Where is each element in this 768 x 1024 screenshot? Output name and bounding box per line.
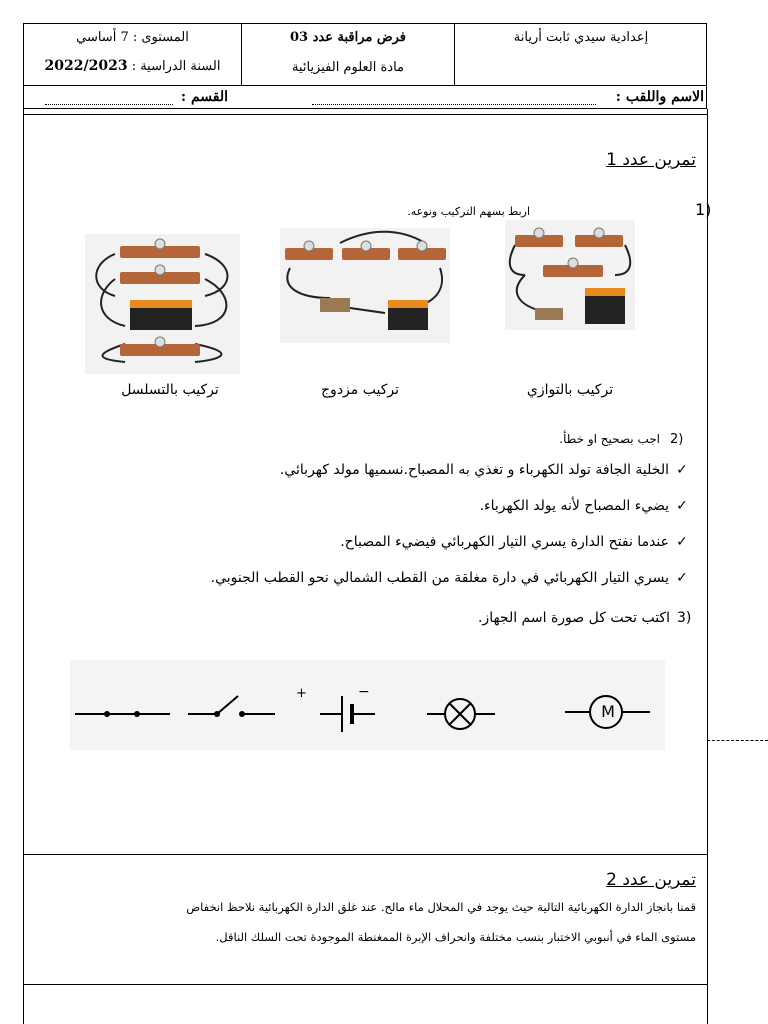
series-circuit-photo: [85, 234, 240, 374]
header-divider: [23, 85, 707, 86]
school-year-label: السنة الدراسية :: [131, 59, 221, 74]
caption-mixed: تركيب مزدوج: [321, 382, 399, 398]
school-year: [24, 58, 241, 74]
battery-minus-sign: −: [358, 684, 370, 700]
statement-1: [150, 462, 695, 478]
statement-4: [100, 570, 695, 586]
page-border-right: [707, 109, 708, 1024]
checkmark-icon: ✓: [676, 462, 688, 478]
class-field[interactable]: [45, 88, 173, 107]
statement-2-text: يضيء المصباح لأنه يولد الكهرباء.: [479, 498, 669, 514]
class-label: القسم :: [180, 89, 228, 105]
statement-4-text: يسري التيار الكهربائي في دارة مغلقة من القطب الشمالي نحو القطب الجنوبي.: [210, 570, 669, 586]
q1-text: اربط بسهم التركيب ونوعه.: [407, 205, 530, 218]
caption-parallel: تركيب بالتوازي: [526, 382, 614, 398]
statement-1-text: الخلية الجافة تولد الكهرباء و تغذي به المصباح.نسميها مولد كهربائي.: [279, 462, 669, 478]
exercise2-title: تمرين عدد 2: [606, 870, 696, 890]
q3-number: 3): [677, 610, 692, 626]
school-year-value: 2022/2023: [44, 58, 128, 74]
statement-3: [150, 534, 695, 550]
checkmark-icon: ✓: [676, 498, 688, 514]
exercise1-title: تمرين عدد 1: [606, 150, 696, 170]
statement-2: [150, 498, 695, 514]
parallel-circuit-photo: [505, 220, 635, 330]
q2-number: 2): [670, 432, 684, 447]
symbols-panel: [70, 660, 665, 750]
page-border-left: [23, 109, 24, 1024]
cut-line: [707, 740, 768, 741]
checkmark-icon: ✓: [676, 534, 688, 550]
battery-plus-sign: +: [296, 686, 307, 701]
exam-title: فرض مراقبة عدد 03: [290, 30, 406, 45]
q3-text: اكتب تحت كل صورة اسم الجهاز.: [477, 610, 670, 626]
header-bottom-rule: [23, 114, 708, 115]
subject: مادة العلوم الفيزيائية: [291, 60, 405, 75]
exercise2-line-1: قمنا بانجاز الدارة الكهربائية التالية حيث يوجد في المحلال ماء مالح. عند غلق الدارة الكهربائية نلاحظ انخفاض: [186, 900, 696, 914]
exercise2-bottom-rule: [23, 984, 708, 985]
name-field[interactable]: [312, 88, 596, 107]
name-label: الاسم واللقب :: [615, 89, 704, 105]
motor-letter: M: [601, 702, 615, 721]
checkmark-icon: ✓: [676, 570, 688, 586]
level: المستوى : 7 أساسي: [76, 30, 189, 45]
caption-series: تركيب بالتسلسل: [121, 382, 219, 398]
q1-number: 1): [695, 200, 712, 219]
mixed-circuit-photo: [280, 228, 450, 343]
exercise2-top-rule: [23, 854, 708, 855]
statement-3-text: عندما نفتح الدارة يسري التيار الكهربائي فيضيء المصباح.: [340, 534, 669, 550]
q2-text: اجب بصحيح او خطأ.: [559, 432, 660, 446]
exercise2-line-2: مستوى الماء في أنبوبي الاختبار بنسب مختلفة وانحراف الإبرة الممغنطة الموجودة تحت السلك الناقل.: [215, 930, 696, 944]
school-name: إعدادية سيدي ثابت أريانة: [513, 30, 649, 45]
